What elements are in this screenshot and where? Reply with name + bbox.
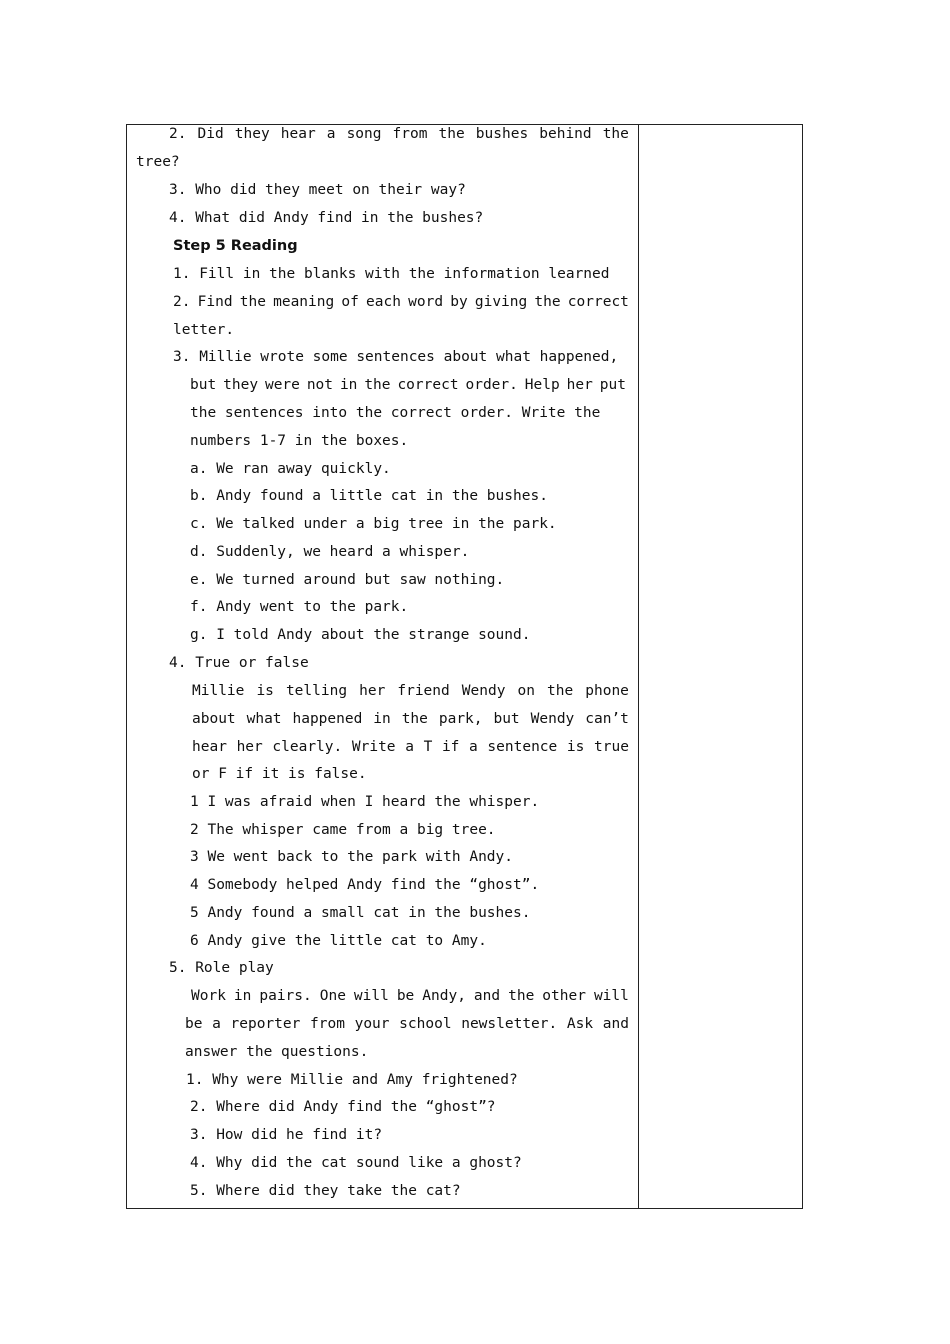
word: clearly. [272,739,343,755]
word: her [236,739,263,755]
true-false-intro-3 [192,737,629,757]
word: but [493,711,520,727]
word: Work [191,988,226,1004]
word: were [264,377,300,393]
word: the [508,988,535,1004]
word: reporter [230,1016,301,1032]
word: the [534,294,561,310]
word: be [185,1016,203,1032]
word: Did [197,126,224,142]
word: will [593,988,629,1004]
role-play-intro-3: answer the questions. [185,1044,369,1060]
word: behind [539,126,592,142]
word: about [192,711,236,727]
word: true [594,739,629,755]
word: if [441,739,460,755]
reading-task-2 [173,292,629,312]
word: hear [192,739,227,755]
word: from [310,1016,345,1032]
word: a [469,739,478,755]
word: a [212,1016,221,1032]
reading-task-3-cont3: numbers 1-7 in the boxes. [190,433,409,449]
word: meaning [273,294,335,310]
reading-task-3: 3. Millie wrote some sentences about what happened, [173,349,619,365]
word: hear [280,126,316,142]
word: friend [397,683,450,699]
word: phone [585,683,629,699]
word: and [473,988,501,1004]
word: song [346,126,382,142]
word: 2. [169,126,187,142]
word: they [234,126,270,142]
question-2-cont: tree? [136,154,180,170]
true-false-intro-1 [192,681,629,701]
word: what [246,711,282,727]
role-play-intro-2 [185,1014,629,1034]
sentence-c: c. We talked under a big tree in the park. [190,516,557,532]
word: is [256,683,274,699]
word: 2. [173,294,191,310]
word: telling [285,683,348,699]
word: Andy, [422,988,466,1004]
word: put [599,377,626,393]
role-question-4: 4. Why did the cat sound like a ghost? [190,1155,522,1171]
column-divider [638,125,639,1208]
word: the [239,294,266,310]
word: a [405,739,414,755]
role-question-1: 1. Why were Millie and Amy frightened? [186,1072,518,1088]
word: they [223,377,259,393]
true-false-intro-2 [192,709,629,729]
statement-5: 5 Andy found a small cat in the bushes. [190,905,531,921]
word: from [392,126,428,142]
word: Wendy [461,683,506,699]
word: correct [397,377,459,393]
word: word [408,294,444,310]
word: a [326,126,336,142]
word: correct [567,294,629,310]
word: Millie [192,683,245,699]
word: your [354,1016,390,1032]
statement-1: 1 I was afraid when I heard the whisper. [190,794,540,810]
word: not [306,377,334,393]
word: by [450,294,468,310]
role-play-intro-1 [191,986,629,1006]
statement-6: 6 Andy give the little cat to Amy. [190,933,487,949]
word: in [233,988,252,1004]
statement-2: 2 The whisper came from a big tree. [190,822,496,838]
word: happened [292,711,363,727]
sentence-b: b. Andy found a little cat in the bushes. [190,488,548,504]
word: order. [465,377,518,393]
word: each [366,294,401,310]
question-2 [169,124,629,144]
word: and [602,1016,629,1032]
role-play-heading: 5. Role play [169,960,274,976]
word: bushes [475,126,529,142]
word: the [547,683,574,699]
word: the [438,126,465,142]
word: Wendy [530,711,575,727]
word: on [517,683,535,699]
word: will [353,988,389,1004]
word: the [401,711,428,727]
word: Help [524,377,560,393]
word: the [602,126,629,142]
word: Write [351,739,396,755]
word: her [566,377,593,393]
sentence-a: a. We ran away quickly. [190,461,391,477]
word: One [319,988,346,1004]
sentence-g: g. I told Andy about the strange sound. [190,627,531,643]
statement-4: 4 Somebody helped Andy find the “ghost”. [190,877,540,893]
true-false-intro-4: or F if it is false. [192,766,367,782]
question-4: 4. What did Andy find in the bushes? [169,210,484,226]
role-question-3: 3. How did he find it? [190,1127,383,1143]
reading-task-2-cont: letter. [173,322,235,338]
word: park, [438,711,483,727]
word: is [566,739,585,755]
word: but [190,377,217,393]
word: Ask [566,1016,594,1032]
word: in [373,711,391,727]
word: giving [474,294,528,310]
statement-3: 3 We went back to the park with Andy. [190,849,514,865]
word: sentence [487,739,558,755]
word: of [341,294,359,310]
word: pairs. [259,988,312,1004]
role-question-2: 2. Where did Andy find the “ghost”? [190,1099,496,1115]
word: Find [197,294,233,310]
question-3: 3. Who did they meet on their way? [169,182,466,198]
role-question-5: 5. Where did they take the cat? [190,1183,461,1199]
reading-task-3-cont2: the sentences into the correct order. Write the [190,405,601,421]
word: school [399,1016,452,1032]
word: the [364,377,391,393]
sentence-e: e. We turned around but saw nothing. [190,572,505,588]
sentence-d: d. Suddenly, we heard a whisper. [190,544,470,560]
true-false-heading: 4. True or false [169,655,309,671]
word: T [423,739,433,755]
word: other [542,988,586,1004]
word: newsletter. [461,1016,558,1032]
reading-task-3-cont1 [190,375,626,395]
sentence-f: f. Andy went to the park. [190,599,409,615]
word: can’t [585,711,629,727]
word: in [339,377,358,393]
word: her [359,683,386,699]
reading-task-1: 1. Fill in the blanks with the information learned [173,266,610,282]
word: be [396,988,415,1004]
step-heading: Step 5 Reading [173,238,298,254]
